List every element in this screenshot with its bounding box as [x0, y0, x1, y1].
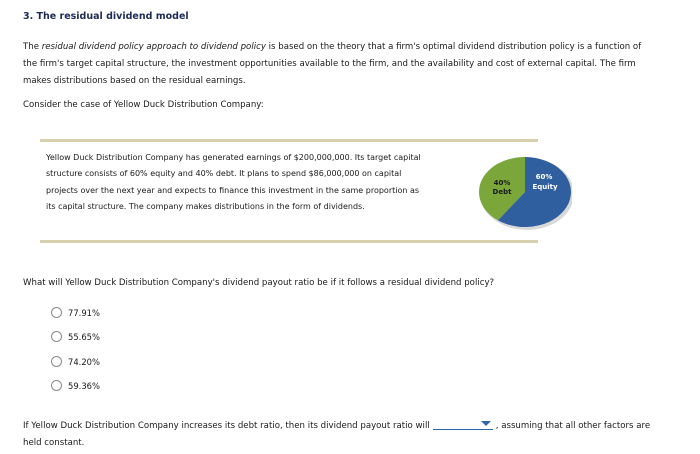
answer-option-1[interactable] — [51, 307, 100, 318]
answer-option-2[interactable] — [51, 331, 100, 342]
scenario-box — [40, 139, 558, 243]
pie-debt-label: Debt — [492, 188, 512, 196]
answer-option-4[interactable] — [51, 380, 100, 391]
pie-equity-label: Equity — [532, 183, 558, 191]
pie-debt-pct: 40% — [493, 179, 511, 187]
question-text: What will Yellow Duck Distribution Company's dividend payout ratio be if it follows a residual dividend policy? — [23, 278, 495, 288]
payout-change-dropdown[interactable] — [433, 418, 493, 430]
followup-question — [23, 418, 653, 452]
chevron-down-icon[interactable] — [481, 421, 491, 426]
option-label: 55.65% — [68, 331, 100, 342]
followup-after: , assuming that all other factors are held constant. — [23, 421, 651, 448]
option-label: 59.36% — [68, 380, 100, 391]
consider-text: Consider the case of Yellow Duck Distribution Company: — [23, 100, 264, 110]
intro-emphasis: residual dividend policy approach to dividend policy — [41, 42, 266, 52]
intro-paragraph — [23, 39, 643, 90]
option-label: 74.20% — [68, 356, 100, 367]
followup-before: If Yellow Duck Distribution Company increases its debt ratio, then its dividend payout ratio will — [23, 421, 430, 431]
radio-button-icon[interactable] — [51, 331, 62, 342]
radio-button-icon[interactable] — [51, 380, 62, 391]
option-label: 77.91% — [68, 307, 100, 318]
intro-part1: The — [23, 42, 42, 52]
radio-button-icon[interactable] — [51, 307, 62, 318]
answer-option-3[interactable] — [51, 356, 100, 367]
radio-button-icon[interactable] — [51, 356, 62, 367]
intro-part2: is based on the theory that a firm's optimal dividend distribution policy is a function of the firm's target capital structure, the investment opportunities available to the firm, and the availability and cost of external capital. The firm makes distributions based on the residual earnings. — [23, 42, 642, 86]
capital-structure-pie — [440, 150, 572, 234]
pie-equity-pct: 60% — [535, 173, 553, 181]
scenario-text: Yellow Duck Distribution Company has generated earnings of $200,000,000. Its target capital structure consists of 60% equity and 40% debt. It plans to spend $86,000,000 on capital projects over the next year and expects to finance this investment in the same proportion as its capital structure. The company makes distributions in the form of dividends. — [46, 153, 421, 211]
section-title: 3. The residual dividend model — [23, 11, 189, 22]
